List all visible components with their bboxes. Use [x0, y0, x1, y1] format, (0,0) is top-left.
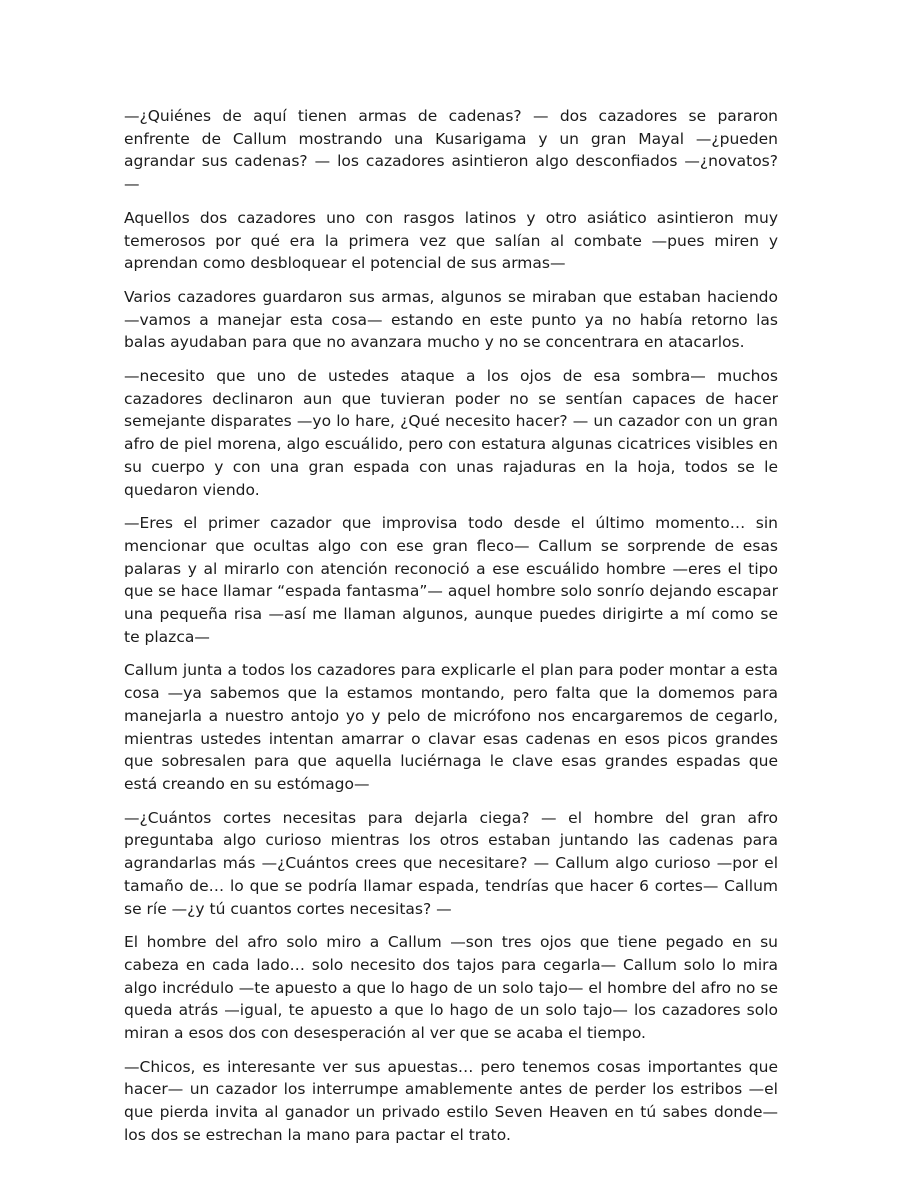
- paragraph-7: —¿Cuántos cortes necesitas para dejarla ciega? — el hombre del gran afro preguntaba algo curioso mientras los otros estaban juntando las cadenas para agrandarlas más —¿Cuántos crees que necesitare? — Callum algo curioso —por el tamaño de… lo que se podría llamar espada, tendrías que hacer 6 cortes— Callum se ríe —¿y tú cuantos cortes necesitas? —: [124, 808, 778, 918]
- paragraph-5: —Eres el primer cazador que improvisa todo desde el último momento… sin mencionar que ocultas algo con ese gran fleco— Callum se sorprende de esas palaras y al mirarlo con atención reconoció a ese escuálido hombre —eres el tipo que se hace llamar “espada fantasma”— aquel hombre solo sonrío dejando escapar una pequeña risa —así me llaman algunos, aunque puedes dirigirte a mí como se te plazca—: [124, 514, 778, 646]
- paragraph-9: —Chicos, es interesante ver sus apuestas… pero tenemos cosas importantes que hacer— un cazador los interrumpe amablemente antes de perder los estribos —el que pierda invita al ganador un privado estilo Seven Heaven en tú sabes donde— los dos se estrechan la mano para pactar el trato.: [124, 1057, 778, 1144]
- document-page: [124, 105, 778, 1158]
- paragraph-3: Varios cazadores guardaron sus armas, algunos se miraban que estaban haciendo —vamos a manejar esta cosa— estando en este punto ya no había retorno las balas ayudaban para que no avanzara mucho y no se concentrara en atacarlos.: [124, 287, 778, 352]
- paragraph-4: —necesito que uno de ustedes ataque a los ojos de esa sombra— muchos cazadores declinaron aun que tuvieran poder no se sentían capaces de hacer semejante disparates —yo lo hare, ¿Qué necesito hacer? — un cazador con un gran afro de piel morena, algo escuálido, pero con estatura algunas cicatrices visibles en su cuerpo y con una gran espada con unas rajaduras en la hoja, todos se le quedaron viendo.: [124, 367, 778, 499]
- paragraph-2: Aquellos dos cazadores uno con rasgos latinos y otro asiático asintieron muy temerosos por qué era la primera vez que salían al combate —pues miren y aprendan como desbloquear el potencial de sus armas—: [124, 208, 778, 273]
- paragraph-8: El hombre del afro solo miro a Callum —son tres ojos que tiene pegado en su cabeza en cada lado… solo necesito dos tajos para cegarla— Callum solo lo mira algo incrédulo —te apuesto a que lo hago de un solo tajo— el hombre del afro no se queda atrás —igual, te apuesto a que lo hago de un solo tajo— los cazadores solo miran a esos dos con desesperación al ver que se acaba el tiempo.: [124, 933, 778, 1043]
- paragraph-6: Callum junta a todos los cazadores para explicarle el plan para poder montar a esta cosa —ya sabemos que la estamos montando, pero falta que la domemos para manejarla a nuestro antojo yo y pelo de micrófono nos encargaremos de cegarlo, mientras ustedes intentan amarrar o clavar esas cadenas en esos picos grandes que sobresalen para que aquella luciérnaga le clave esas grandes espadas que está creando en su estómago—: [124, 661, 778, 793]
- paragraph-1: —¿Quiénes de aquí tienen armas de cadenas? — dos cazadores se pararon enfrente de Callum mostrando una Kusarigama y un gran Mayal —¿pueden agrandar sus cadenas? — los cazadores asintieron algo desconfiados —¿novatos? —: [124, 107, 778, 194]
